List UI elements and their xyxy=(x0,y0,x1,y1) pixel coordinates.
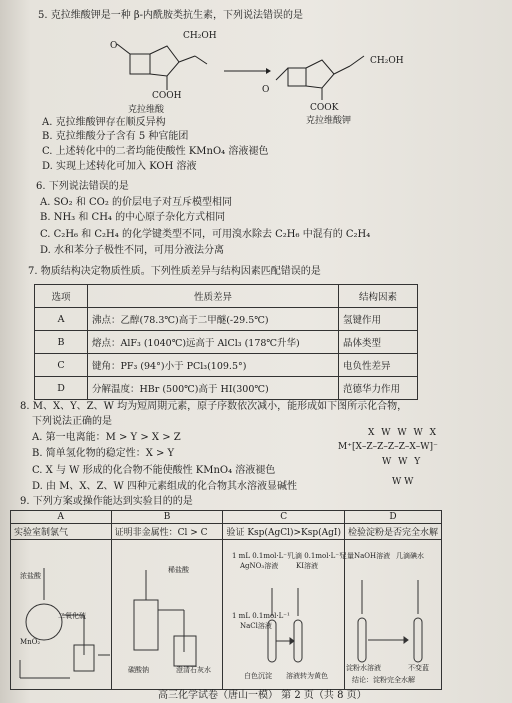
q8-option-b: B. 简单氢化物的稳定性：X > Y xyxy=(32,448,175,459)
q9-b-label-2: 碳酸钠 xyxy=(128,666,149,674)
q6-option-b: B. NH₃ 和 CH₄ 的中心原子杂化方式相同 xyxy=(40,212,226,223)
table-cell: 范德华力作用 xyxy=(339,377,418,400)
q9-c-label-3: 几滴 0.1mol·L⁻¹ xyxy=(288,552,342,560)
q9-d-label-1: 足量NaOH溶液 xyxy=(340,552,391,560)
q9-d-label-2: 几滴碘水 xyxy=(396,552,424,560)
table-cell: 分解温度：HBr (500℃)高于 HI(300℃) xyxy=(88,377,339,400)
table-header: D xyxy=(344,511,441,524)
table-cell: A xyxy=(35,308,88,331)
q8-struct-bottom: W W Y xyxy=(382,457,423,467)
q9-c-label-8: 溶液转为黄色 xyxy=(286,672,328,680)
q9-a-label-2: MnO₂ xyxy=(20,638,41,646)
table-cell: B xyxy=(35,331,88,354)
q8-struct-bottom-2: W W xyxy=(392,477,414,487)
q9-stem: 9. 下列方案或操作能达到实验目的的是 xyxy=(20,496,193,507)
table-header-row xyxy=(35,285,418,308)
q9-a-label-1: 浓盐酸 xyxy=(20,572,41,580)
table-row xyxy=(35,377,418,400)
q5-mol2-o: O xyxy=(262,85,270,95)
q5-mol2-cook: COOK xyxy=(310,103,339,113)
q8-struct-top: X W W W X xyxy=(368,428,439,438)
q9-c-label-5: 1 mL 0.1mol·L⁻¹ xyxy=(232,612,290,620)
table-cell: 沸点：乙醇(78.3℃)高于二甲醚(-29.5℃) xyxy=(88,308,339,331)
q7-stem: 7. 物质结构决定物质性质。下列性质差异与结构因素匹配错误的是 xyxy=(28,266,321,277)
reaction-arrow-icon xyxy=(222,66,272,76)
table-header-row xyxy=(11,511,442,524)
q9-d-label-3: 淀粉水溶液 xyxy=(346,664,381,672)
table-cell: 验证 Ksp(AgCl)>Ksp(AgI) xyxy=(223,524,345,540)
table-cell: 熔点：AlF₃ (1040℃)远高于 AlCl₃ (178℃升华) xyxy=(88,331,339,354)
table-header: A xyxy=(11,511,112,524)
q5-mol1-group: CH₂OH xyxy=(183,31,217,41)
q8-stem-2: 下列说法正确的是 xyxy=(32,416,112,427)
table-cell: 证明非金属性：Cl > C xyxy=(111,524,223,540)
q9-d-label-5: 结论：淀粉完全水解 xyxy=(352,676,415,684)
q9-b-label-3: 澄清石灰水 xyxy=(176,666,211,674)
table-cell: 检验淀粉是否完全水解 xyxy=(344,524,441,540)
q6-stem: 6. 下列说法错误的是 xyxy=(36,181,129,192)
q9-c-label-2: AgNO₃溶液 xyxy=(240,562,279,570)
q5-stem: 5. 克拉维酸钾是一种 β-内酰胺类抗生素，下列说法错误的是 xyxy=(38,10,304,21)
q9-a-label-3: 二氧化硫 xyxy=(58,612,86,620)
q5-molecule-2 xyxy=(268,40,418,110)
q6-option-a: A. SO₂ 和 CO₂ 的价层电子对互斥模型相同 xyxy=(40,197,233,208)
table-row xyxy=(11,524,442,540)
q5-option-b: B. 克拉维酸分子含有 5 种官能团 xyxy=(42,131,189,142)
q5-mol1-name: 克拉维酸 xyxy=(128,105,165,115)
page-footer: 高三化学试卷（唐山一模） 第 2 页（共 8 页） xyxy=(158,690,367,701)
q9-c-label-1: 1 mL 0.1mol·L⁻¹ xyxy=(232,552,290,560)
table-cell: C xyxy=(35,354,88,377)
q5-mol1-cooh: COOH xyxy=(152,91,182,101)
table-row xyxy=(35,308,418,331)
q9-c-label-4: KI溶液 xyxy=(296,562,318,570)
table-cell: 氢键作用 xyxy=(339,308,418,331)
table-row xyxy=(35,331,418,354)
q8-option-a: A. 第一电离能：M > Y > X > Z xyxy=(32,432,181,443)
table-header: C xyxy=(223,511,345,524)
table-cell: 晶体类型 xyxy=(339,331,418,354)
table-cell: 电负性差异 xyxy=(339,354,418,377)
q5-mol2-name: 克拉维酸钾 xyxy=(306,116,352,126)
q5-mol1-o: O xyxy=(110,41,118,51)
table-cell: 实验室制氯气 xyxy=(11,524,112,540)
table-header: B xyxy=(111,511,223,524)
q8-struct-main: M⁺[X–Z–Z–Z–Z–X–W]⁻ xyxy=(338,442,438,452)
q6-option-d: D. 水和苯分子极性不同，可用分液法分离 xyxy=(40,245,225,256)
table-header: 性质差异 xyxy=(88,285,339,308)
q9-c-label-7: 白色沉淀 xyxy=(244,672,272,680)
q8-option-c: C. X 与 W 形成的化合物不能使酸性 KMnO₄ 溶液褪色 xyxy=(32,465,276,476)
q5-mol2-group: CH₂OH xyxy=(370,56,404,66)
table-cell: 键角：PF₃ (94°)小于 PCl₃(109.5°) xyxy=(88,354,339,377)
q5-option-c: C. 上述转化中的二者均能使酸性 KMnO₄ 溶液褪色 xyxy=(42,146,269,157)
table-row xyxy=(35,354,418,377)
q9-c-label-6: NaCl溶液 xyxy=(240,622,272,630)
q9-d-label-4: 不变蓝 xyxy=(408,664,429,672)
table-cell: D xyxy=(35,377,88,400)
q5-option-d: D. 实现上述转化可加入 KOH 溶液 xyxy=(42,161,197,172)
q8-option-d: D. 由 M、X、Z、W 四种元素组成的化合物其水溶液显碱性 xyxy=(32,481,297,492)
q7-table xyxy=(34,284,418,400)
table-header: 结构因素 xyxy=(339,285,418,308)
table-header: 选项 xyxy=(35,285,88,308)
q8-stem: 8. M、X、Y、Z、W 均为短周期元素，原子序数依次减小，能形成如下图所示化合物， xyxy=(20,401,408,412)
q5-option-a: A. 克拉维酸钾存在顺反异构 xyxy=(42,117,166,128)
q9-b-label-1: 稀盐酸 xyxy=(168,566,189,574)
q6-option-c: C. C₂H₆ 和 C₂H₄ 的化学键类型不同，可用溴水除去 C₂H₆ 中混有的 C₂H₄ xyxy=(40,229,371,240)
